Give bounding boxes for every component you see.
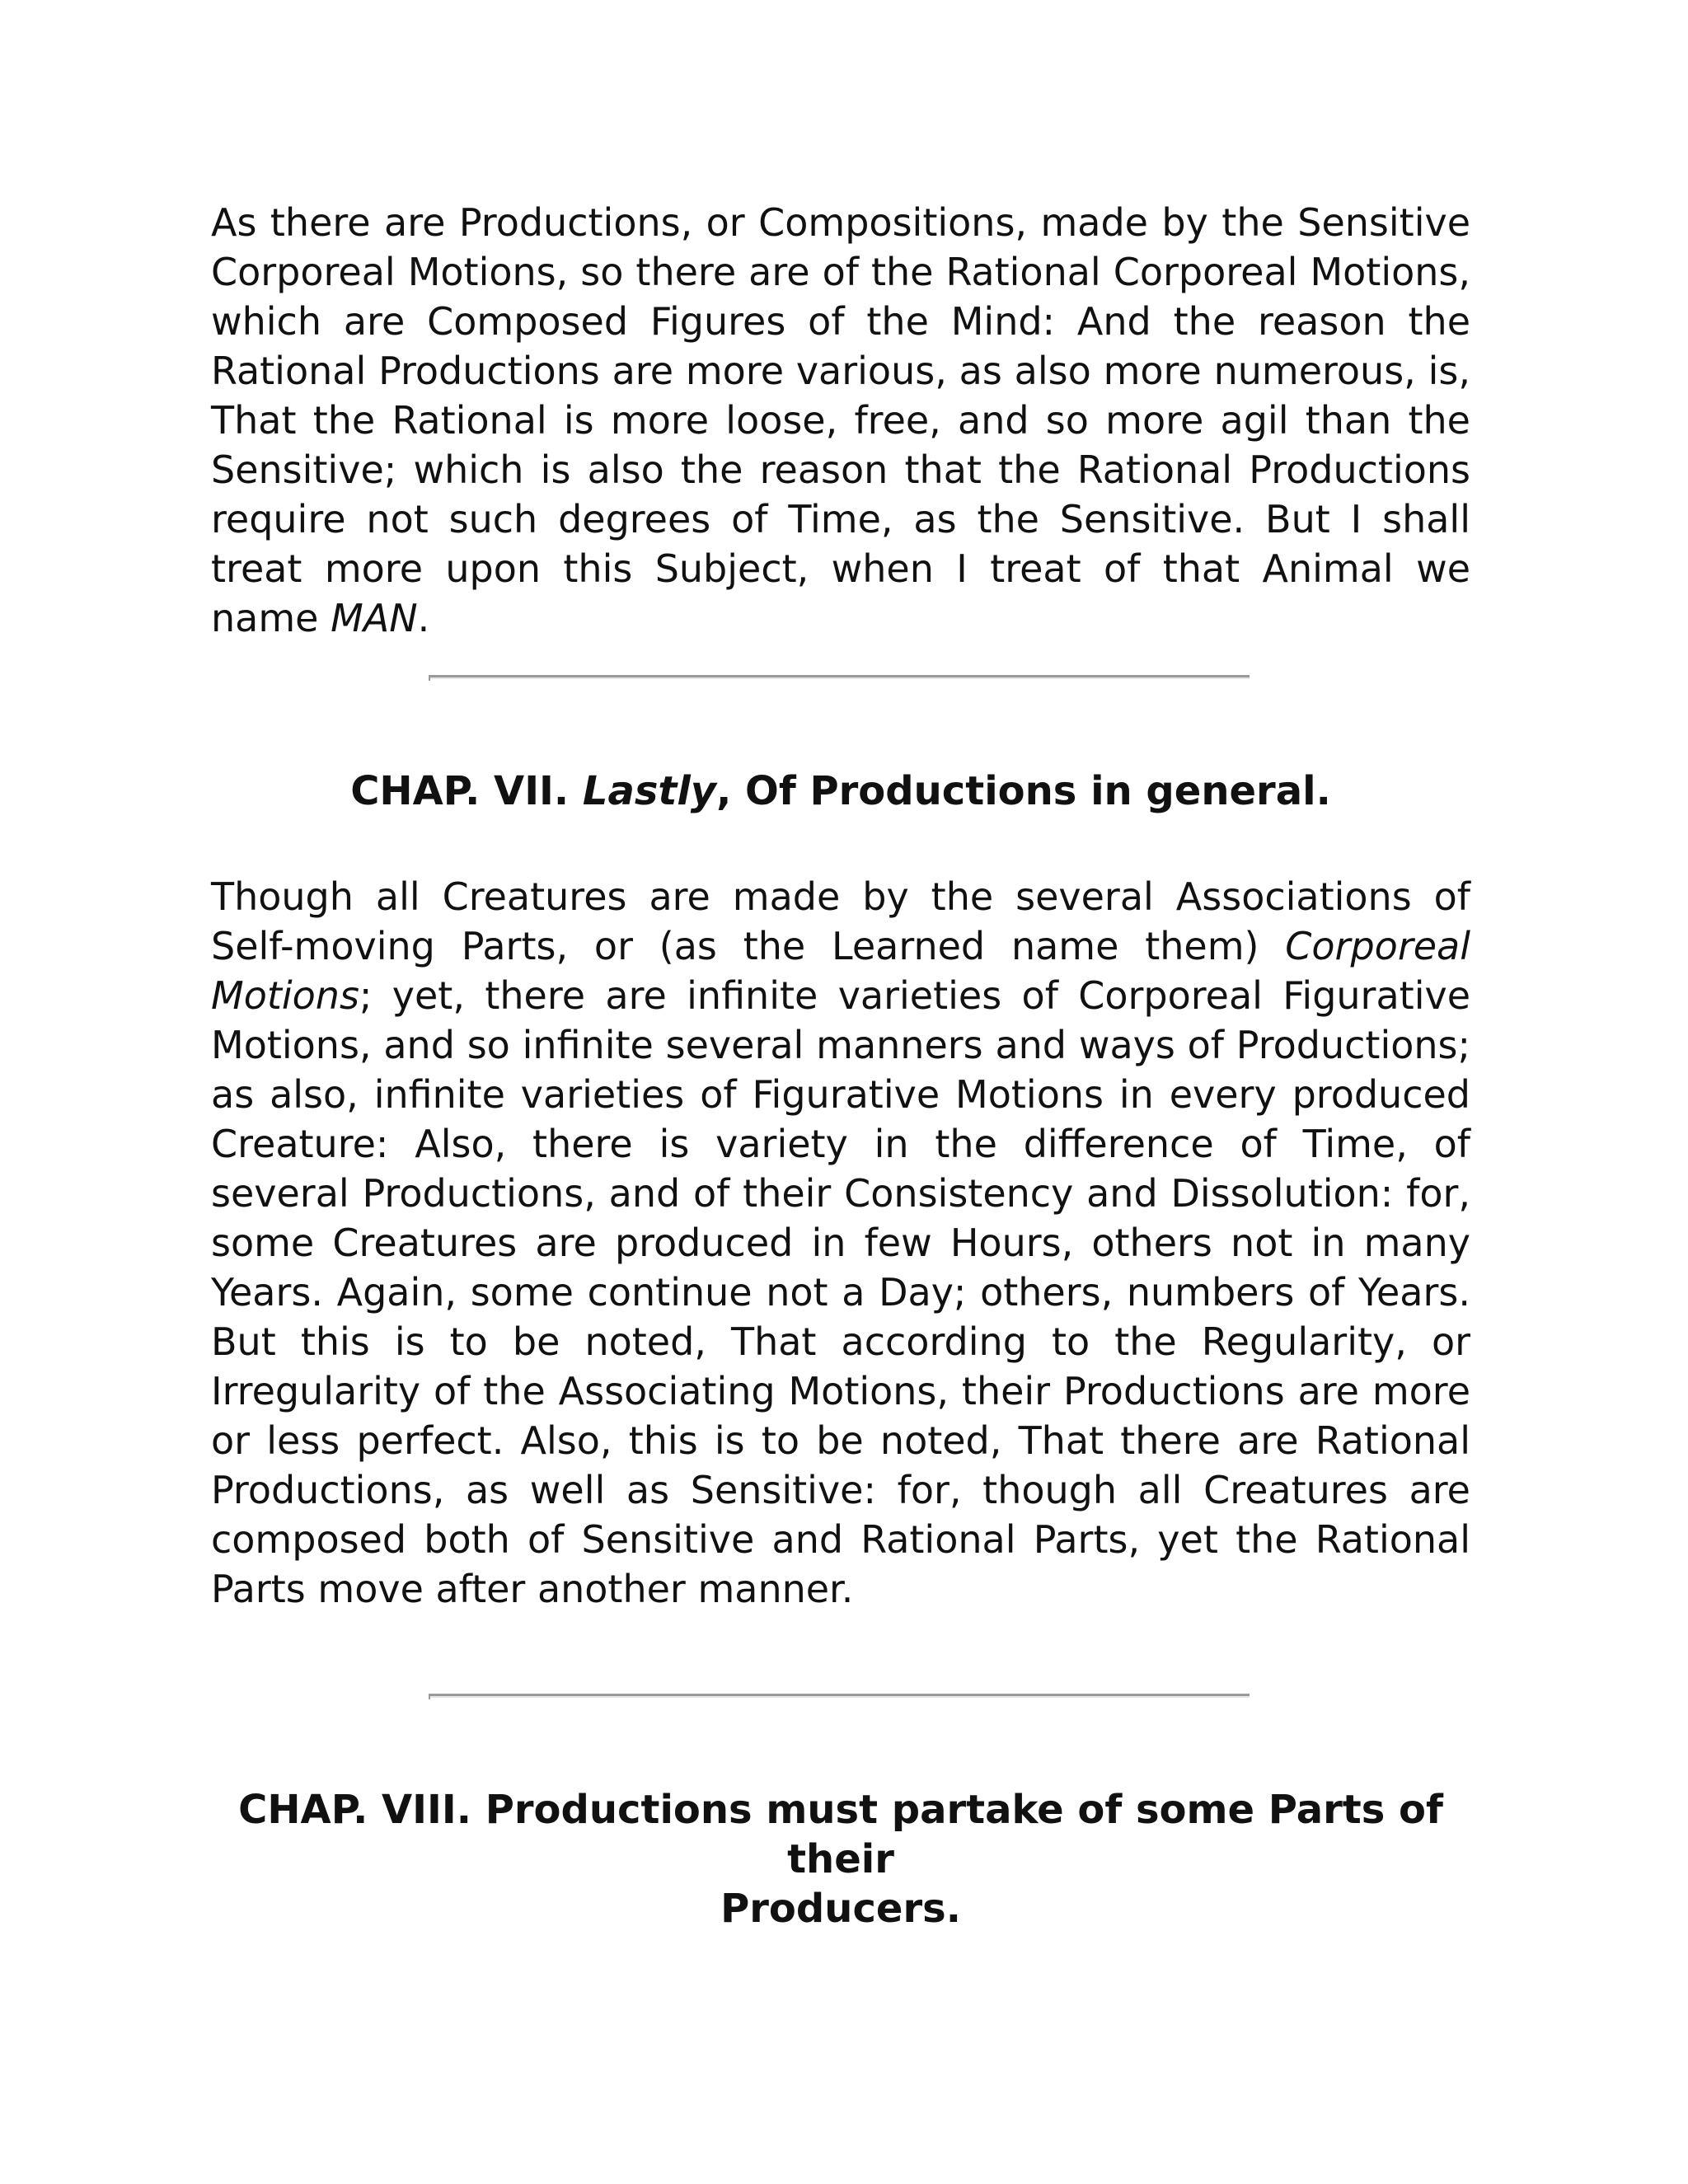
chapter-heading	[211, 1785, 1470, 1933]
italic-term: Corporeal Motions	[211, 924, 1470, 1018]
horizontal-rule	[430, 675, 1250, 679]
chapter-heading-italic: Lastly	[582, 768, 717, 814]
horizontal-rule	[430, 1694, 1250, 1698]
italic-term: MAN	[331, 596, 418, 640]
paragraph-text: Though all Creatures are made by the several Associations of Self-moving Parts, or (as the Learned name them)	[211, 874, 1470, 968]
chapter-heading-line-1: CHAP. VIII. Productions must partake of some Parts of their	[238, 1787, 1443, 1882]
chapter-number: CHAP. VII.	[350, 768, 583, 814]
paragraph-text-end: .	[417, 596, 430, 640]
paragraph-text: As there are Productions, or Compositions, made by the Sensitive Corporeal Motions, so there are of the Rational Corporeal Motions, which are Composed Figures of the Mind: And the reason the Rational Productions are more various, as also more numerous, is, That the Rational is more loose, free, and so more agil than the Sensitive; which is also the reason that the Rational Productions require not such degrees of Time, as the Sensitive. But I shall treat more upon this Subject, when I treat of that Animal we name	[211, 200, 1470, 640]
body-paragraph	[211, 872, 1470, 1614]
body-paragraph	[211, 198, 1470, 643]
chapter-title: , Of Productions in general.	[716, 768, 1331, 814]
chapter-heading-line-2: Producers.	[720, 1886, 961, 1932]
chapter-heading	[211, 766, 1470, 816]
paragraph-text-end: ; yet, there are infinite varieties of Corporeal Figurative Motions, and so infinite several manners and ways of Productions; as also, infinite varieties of Figurative Motions in every produced Creature: Also, there is variety in the difference of Time, of several Productions, and of their Consistency and Dissolution: for, some Creatures are produced in few Hours, others not in many Years. Again, some continue not a Day; others, numbers of Years. But this is to be noted, That according to the Regularity, or Irregularity of the Associating Motions, their Productions are more or less perfect. Also, this is to be noted, That there are Rational Productions, as well as Sensitive: for, though all Creatures are composed both of Sensitive and Rational Parts, yet the Rational Parts move after another manner.	[211, 973, 1470, 1611]
